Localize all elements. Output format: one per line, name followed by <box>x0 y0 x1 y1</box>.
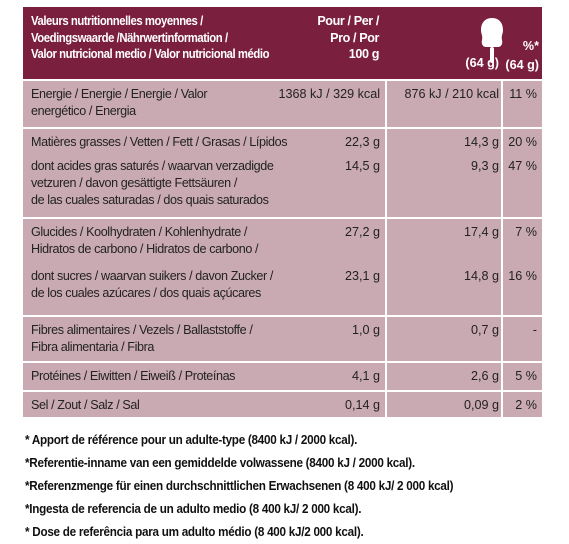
row-label-line: de los cuales azúcares / dos quais açúcares <box>31 286 261 300</box>
row-label-line: Sel / Zout / Salz / Sal <box>31 398 140 412</box>
footnote-line: * Dose de referência para um adulto médio (8 400 kJ/2 000 kcal). <box>25 524 364 539</box>
value-per-portion: 0,09 g <box>463 398 499 412</box>
column-divider <box>501 219 503 263</box>
table-row <box>23 315 542 361</box>
header-per-100g <box>293 13 379 63</box>
header-label-line: Valeurs nutritionnelles moyennes / <box>31 14 203 28</box>
footnote-line: *Ingesta de referencia de un adulto medio (8 400 kJ/ 2 000 kcal). <box>25 501 362 516</box>
header-label <box>31 13 274 63</box>
column-divider <box>385 129 387 153</box>
table-row <box>23 390 542 417</box>
column-divider <box>501 392 503 417</box>
footnote-line: *Referenzmenge für einen durchschnittlichen Erwachsenen (8 400 kJ/ 2 000 kcal) <box>25 478 454 493</box>
row-label <box>31 134 291 151</box>
table-row <box>23 153 542 217</box>
header-portion: (64 g) <box>465 56 499 70</box>
row-label-line: dont acides gras saturés / waarvan verzadigde <box>31 159 274 173</box>
header-per-line: Pour / Per / <box>317 14 379 28</box>
value-per-100g: 0,14 g <box>344 398 380 412</box>
header-pct-line: %* <box>522 39 539 53</box>
table-header <box>23 7 542 79</box>
value-per-portion: 2,6 g <box>470 369 499 383</box>
header-per-line: Pro / Por <box>330 30 379 45</box>
value-percent: 20 % <box>508 135 537 149</box>
value-per-100g: 27,2 g <box>344 225 380 239</box>
header-label-line: Voedingswaarde /Nährwertinformation / <box>31 30 228 45</box>
value-percent: 11 % <box>509 87 537 101</box>
column-divider <box>501 129 503 153</box>
row-label-line: Fibres alimentaires / Vezels / Ballaststoffe / <box>31 323 253 337</box>
row-label-line: Fibra alimentaria / Fibra <box>31 340 154 354</box>
table-row <box>23 79 542 127</box>
value-percent: 7 % <box>515 225 537 239</box>
row-label <box>31 322 291 356</box>
value-per-portion: 17,4 g <box>463 225 499 239</box>
row-label <box>31 397 291 414</box>
value-per-portion: 9,3 g <box>470 159 499 173</box>
table-row <box>23 361 542 390</box>
footnote-line: * Apport de référence pour un adulte-type (8400 kJ / 2000 kcal). <box>25 432 358 447</box>
row-label-line: dont sucres / waarvan suikers / davon Zucker / <box>31 269 273 283</box>
value-percent: 5 % <box>515 369 537 383</box>
column-divider <box>385 317 387 361</box>
table-row <box>23 263 542 315</box>
value-per-100g: 14,5 g <box>344 159 380 173</box>
row-label-line: Hidratos de carbono / Hidratos de carbono / <box>31 242 259 256</box>
row-label-line: Energie / Energie / Energie / Valor <box>31 87 208 101</box>
column-divider <box>501 317 503 361</box>
value-per-portion: 0,7 g <box>470 323 499 337</box>
column-divider <box>385 81 387 127</box>
row-label <box>31 224 291 258</box>
column-divider <box>385 363 387 390</box>
row-label <box>31 368 291 385</box>
column-divider <box>501 81 503 127</box>
row-label <box>31 268 291 302</box>
value-per-100g: 4,1 g <box>351 369 380 383</box>
header-pct-line: (64 g) <box>505 58 539 72</box>
table-body <box>23 79 542 417</box>
header-percent <box>501 37 539 75</box>
row-label <box>31 86 291 120</box>
header-label-line: Valor nutricional medio / Valor nutricional médio <box>31 47 270 61</box>
row-label-line: Protéines / Eiwitten / Eiweiß / Proteínas <box>31 369 236 383</box>
value-per-100g: 22,3 g <box>344 135 380 149</box>
nutrition-table <box>23 7 542 417</box>
value-per-portion: 14,8 g <box>463 269 499 283</box>
row-label-line: Glucides / Koolhydraten / Kohlenhydrate / <box>31 225 248 239</box>
header-per-line: 100 g <box>348 47 379 61</box>
row-label-line: vetzuren / davon gesättigte Fettsäuren / <box>31 176 237 190</box>
value-per-100g: 1368 kJ / 329 kcal <box>278 87 380 101</box>
value-percent: 47 % <box>508 159 537 173</box>
row-label-line: energético / Energia <box>31 104 136 118</box>
column-divider <box>501 363 503 390</box>
value-percent: 2 % <box>515 398 537 412</box>
column-divider <box>385 392 387 417</box>
column-divider <box>501 153 503 217</box>
column-divider <box>385 263 387 315</box>
table-row <box>23 217 542 263</box>
value-per-100g: 23,1 g <box>344 269 380 283</box>
footnotes <box>25 428 555 543</box>
column-divider <box>385 153 387 217</box>
value-per-portion: 14,3 g <box>463 135 499 149</box>
value-per-portion: 876 kJ / 210 kcal <box>404 87 499 101</box>
column-divider <box>501 263 503 315</box>
row-label <box>31 158 291 209</box>
value-percent: 16 % <box>508 269 537 283</box>
column-divider <box>385 219 387 263</box>
footnote-line: *Referentie-inname van een gemiddelde volwassene (8400 kJ / 2000 kcal). <box>25 455 415 470</box>
row-label-line: de las cuales saturadas / dos quais saturados <box>31 193 269 207</box>
table-row <box>23 127 542 153</box>
value-percent: - <box>532 323 537 337</box>
value-per-100g: 1,0 g <box>351 323 380 337</box>
row-label-line: Matières grasses / Vetten / Fett / Grasas / Lípidos <box>31 135 288 149</box>
